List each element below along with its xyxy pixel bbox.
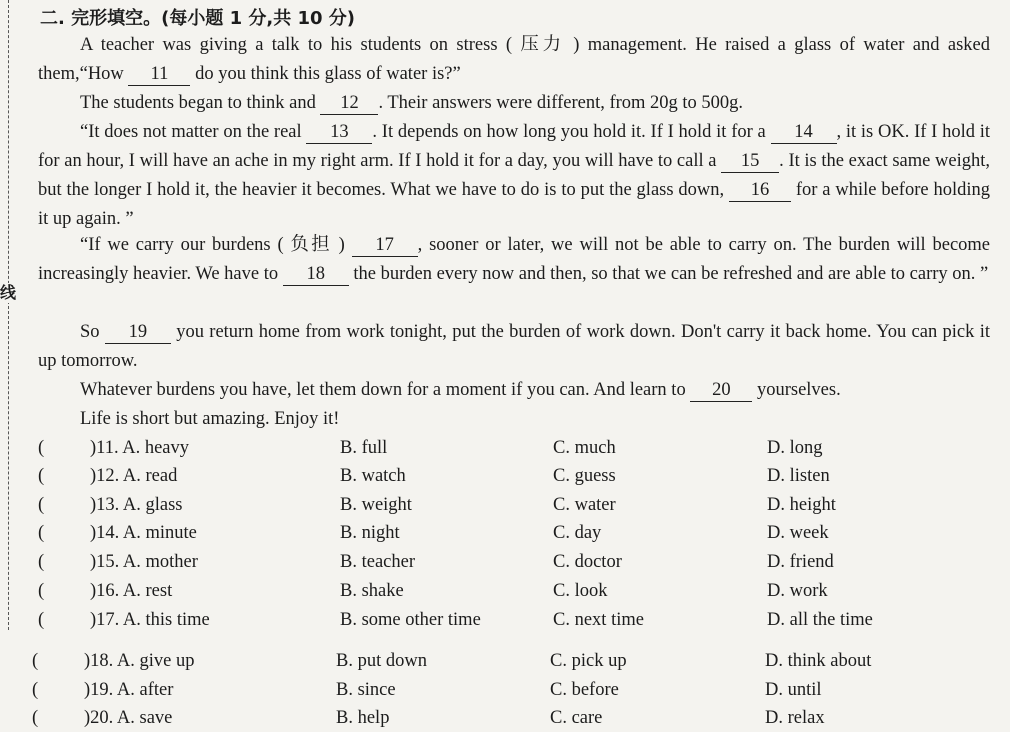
answer-paren: (: [38, 466, 45, 486]
question-row-13: [0, 491, 1000, 519]
blank-18: 18: [283, 263, 349, 286]
passage-paragraph-3: “It does not matter on the real 13 . It depends on how long you hold it. If I hold it for a 14 , it is OK. If I hold it for an hour, I will have an ache in my right arm. If I hold it for a day, you will have to call a 15 . It is the exact same weight, but the longer I hold it, the heavier it becomes. What we have to do is to put the glass down, 16 for a while before holding it up again. ”: [38, 122, 991, 229]
blank-15: 15: [721, 150, 779, 173]
option-d: D. relax: [765, 708, 825, 728]
question-row-20: [0, 704, 1000, 732]
option-b: B. full: [340, 438, 388, 458]
passage-paragraph-5: So 19 you return home from work tonight, put the burden of work down. Don't carry it back home. You can pick it up tomorrow.: [38, 322, 990, 371]
blank-14: 14: [771, 121, 837, 144]
question-row-16: [0, 577, 1000, 605]
option-c: C. water: [553, 495, 616, 515]
question-row-12: [0, 462, 1000, 490]
option-c: C. much: [553, 438, 616, 458]
option-a: )16. A. rest: [90, 581, 173, 601]
option-a: )18. A. give up: [84, 651, 195, 671]
option-c: C. pick up: [550, 651, 627, 671]
option-b: B. shake: [340, 581, 404, 601]
answer-paren: (: [38, 438, 45, 458]
option-c: C. next time: [553, 610, 644, 630]
option-c: C. day: [553, 523, 602, 543]
answer-paren: (: [32, 680, 39, 700]
answer-paren: (: [38, 523, 45, 543]
option-d: D. height: [767, 495, 836, 515]
question-row-15: [0, 548, 1000, 576]
option-c: C. doctor: [553, 552, 622, 572]
question-row-11: [0, 434, 1000, 462]
option-d: D. all the time: [767, 610, 873, 630]
answer-paren: (: [32, 651, 39, 671]
option-c: C. guess: [553, 466, 616, 486]
option-b: B. help: [336, 708, 390, 728]
passage-paragraph-2: The students began to think and 12 . Their answers were different, from 20g to 500g.: [80, 93, 744, 113]
option-b: B. since: [336, 680, 396, 700]
option-a: )12. A. read: [90, 466, 178, 486]
option-b: B. watch: [340, 466, 406, 486]
blank-17: 17: [352, 234, 418, 257]
option-a: )11. A. heavy: [90, 438, 189, 458]
option-d: D. think about: [765, 651, 872, 671]
passage-paragraph-4: “If we carry our burdens ( 负担 ) 17 , sooner or later, we will not be able to carry on. The burden will become increasingly heavier. We have to 18 the burden every now and then, so that we can be refreshed and are able to carry on. ”: [38, 235, 991, 284]
option-c: C. before: [550, 680, 619, 700]
passage-paragraph-1: A teacher was giving a talk to his students on stress ( 压力 ) management. He raised a glass of water and asked them,“How 11 do you think this glass of water is?”: [38, 35, 990, 84]
blank-13: 13: [306, 121, 372, 144]
option-c: C. care: [550, 708, 603, 728]
blank-20: 20: [690, 379, 752, 402]
option-a: )13. A. glass: [90, 495, 183, 515]
blank-12: 12: [320, 92, 378, 115]
option-d: D. until: [765, 680, 822, 700]
option-a: )17. A. this time: [90, 610, 210, 630]
option-d: D. week: [767, 523, 829, 543]
option-c: C. look: [553, 581, 608, 601]
option-d: D. friend: [767, 552, 834, 572]
question-row-14: [0, 519, 1000, 547]
option-d: D. long: [767, 438, 823, 458]
option-a: )19. A. after: [84, 680, 174, 700]
passage-paragraph-7: Life is short but amazing. Enjoy it!: [80, 409, 340, 429]
passage-paragraph-6: Whatever burdens you have, let them down for a moment if you can. And learn to 20 yourselves.: [80, 380, 841, 400]
section-heading: 二. 完形填空。(每小题 1 分,共 10 分): [40, 8, 356, 29]
option-a: )14. A. minute: [90, 523, 197, 543]
blank-16: 16: [729, 179, 791, 202]
option-a: )20. A. save: [84, 708, 173, 728]
margin-marker: 线: [0, 283, 17, 302]
answer-paren: (: [38, 552, 45, 572]
answer-paren: (: [38, 610, 45, 630]
answer-paren: (: [38, 495, 45, 515]
question-row-18: [0, 647, 1000, 675]
blank-11: 11: [128, 63, 190, 86]
blank-19: 19: [105, 321, 171, 344]
option-d: D. work: [767, 581, 828, 601]
option-b: B. weight: [340, 495, 412, 515]
option-b: B. put down: [336, 651, 427, 671]
option-d: D. listen: [767, 466, 830, 486]
question-row-17: [0, 606, 1000, 634]
answer-paren: (: [38, 581, 45, 601]
option-a: )15. A. mother: [90, 552, 198, 572]
option-b: B. teacher: [340, 552, 415, 572]
question-row-19: [0, 676, 1000, 704]
option-b: B. some other time: [340, 610, 481, 630]
answer-paren: (: [32, 708, 39, 728]
option-b: B. night: [340, 523, 400, 543]
